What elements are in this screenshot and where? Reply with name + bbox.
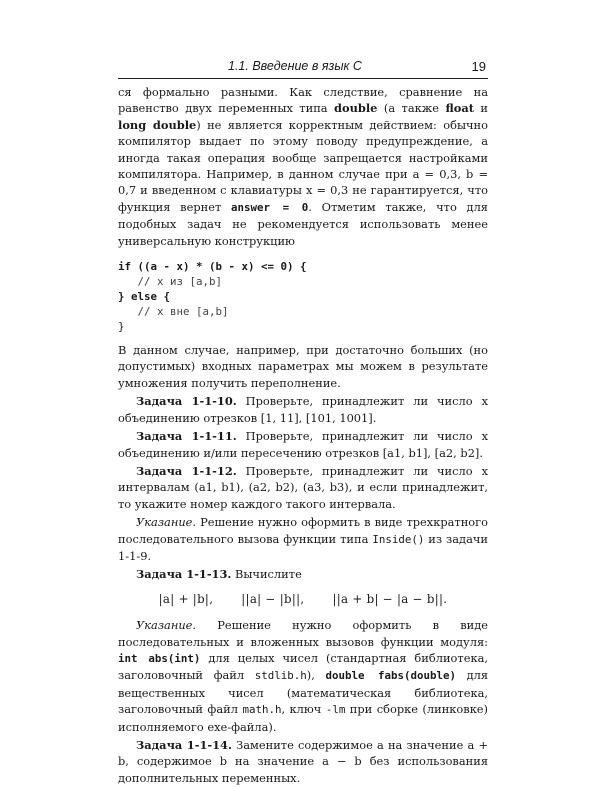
fabs-code: double fabs(double): [325, 669, 456, 683]
task-label: Задача 1-1-12.: [136, 463, 237, 478]
code-line-1: if ((a - x) * (b - x) <= 0) {: [118, 260, 307, 274]
answer-code: answer = 0: [231, 200, 309, 214]
task-1-1-12: [118, 463, 488, 512]
hint-text-a: Решение нужно оформить в виде последовательных и вложенных вызовов функции модуля:: [118, 618, 488, 649]
running-title: 1.1. Введение в язык C: [228, 59, 362, 73]
task-1-1-14: [118, 737, 488, 786]
task-label: Задача 1-1-10.: [136, 394, 237, 409]
intro-line-1: ся формально разными. Как следствие, сравнение на равенство: [118, 85, 488, 116]
hint-text-b: для целых чисел (стандартная библиотека, заголовочный файл: [118, 650, 488, 683]
page-body: [118, 84, 488, 788]
task-label: Задача 1-1-11.: [136, 429, 237, 444]
code-line-5: }: [118, 320, 125, 334]
hint-text-d: для вещественных чисел (математическая библиотека, заголовочный файл: [118, 668, 489, 717]
task-label: Задача 1-1-14.: [136, 738, 232, 752]
hint-text: Решение нужно оформить в виде трехкратного последовательного вызова функции типа: [118, 515, 488, 546]
hint-text-f: при сборке (линковке) исполняемого exe-файла).: [118, 702, 488, 734]
page-number: 19: [471, 59, 486, 74]
stdlib-code: stdlib.h: [254, 669, 307, 683]
hint-text-c: ),: [306, 668, 326, 683]
task-text: Проверьте, принадлежит ли число x объединению отрезков [1, 11], [101, 1001].: [118, 394, 488, 425]
abs-code: int abs(int): [118, 651, 201, 665]
intro-text-g: ) не: [196, 117, 222, 132]
task-text: Вычислите: [231, 567, 302, 582]
intro-text-c: (а также: [377, 101, 446, 116]
intro-paragraph: [118, 84, 488, 249]
hint-label: Указание.: [136, 515, 197, 530]
task-1-1-10: [118, 393, 488, 426]
task-1-1-13: [118, 566, 488, 582]
code-listing: [118, 259, 488, 334]
hint-abs: [118, 617, 488, 735]
hint-label: Указание.: [136, 618, 197, 633]
hint-inside: [118, 514, 488, 564]
formula-2: ||a| − |b||,: [241, 591, 305, 606]
running-header: [118, 58, 488, 79]
inside-code: Inside(): [372, 532, 425, 546]
code-line-2: // x из [a,b]: [118, 275, 223, 289]
math-h-code: math.h: [242, 703, 282, 717]
lm-flag-code: -lm: [325, 703, 346, 717]
after-code-paragraph: В данном случае, например, при достаточно больших (но допустимых) входных параметрах мы можем в результате умножения получить переполнение.: [118, 343, 488, 390]
intro-text-a: двух переменных типа: [185, 101, 335, 116]
task-text: Проверьте, принадлежит ли число x интервалам (a1, b1), (a2, b2), (a3, b3), и если принадлежит, то укажите номер каждого такого интервала.: [118, 463, 488, 511]
type-float: float: [445, 101, 474, 116]
task-1-1-11: [118, 428, 488, 461]
formula-1: |a| + |b|,: [158, 591, 214, 606]
code-line-4: // x вне [a,b]: [118, 305, 229, 319]
code-line-3: } else {: [118, 290, 171, 304]
intro-text-e: и: [473, 101, 489, 116]
type-long-double: long double: [118, 117, 197, 132]
intro-text-end: . Отметим также, что для подобных задач не рекомендуется использовать менее универсальную конструкцию: [118, 199, 488, 248]
task-label: Задача 1-1-13.: [136, 567, 232, 582]
hint-text-end: из задачи 1-1-9.: [118, 531, 488, 563]
hint-text-e: , ключ: [281, 702, 326, 717]
task-text: Проверьте, принадлежит ли число x объединению и/или пересечению отрезков [a1, b1], [a2, b2].: [118, 429, 488, 460]
task-text: Замените содержимое a на значение a + b, содержимое b на значение a − b без использования дополнительных переменных.: [118, 738, 488, 785]
abs-formulas: [118, 591, 488, 607]
intro-text-body: является корректным действием: обычно компилятор выдает по этому поводу предупреждение, а иногда такая операция вообще запрещается настройками компилятора. Например, в данном случае при a = 0,3, b = 0,7 и введенном с клавиатуры x = 0,3 не гарантируется, что функция вернет: [118, 117, 488, 214]
formula-3: ||a + b| − |a − b||.: [332, 591, 448, 606]
type-double: double: [334, 101, 378, 116]
